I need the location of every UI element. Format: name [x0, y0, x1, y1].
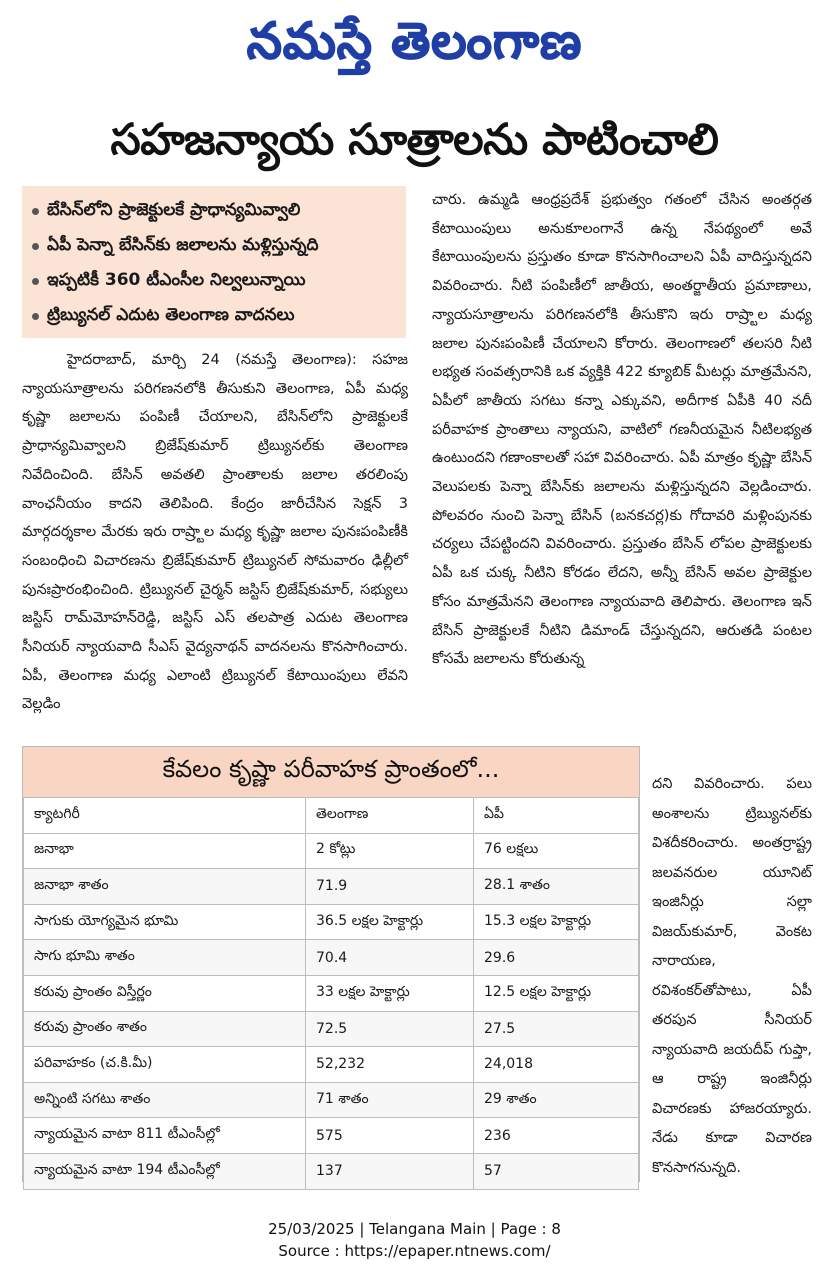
table-cell: 57 [474, 1153, 639, 1189]
highlight-item [32, 299, 402, 334]
table-row [24, 904, 639, 940]
highlight-item [32, 229, 402, 264]
table-row [24, 833, 639, 869]
footer-source: Source : https://epaper.ntnews.com/ [278, 1242, 551, 1260]
table-cell: 27.5 [474, 1011, 639, 1047]
footer-edition-info: 25/03/2025 | Telangana Main | Page : 8 [268, 1220, 561, 1238]
article-body-text: దని వివరించారు. పలు అంశాలను ట్రిబ్యునల్‌కు విశదీకరించారు. అంతర్రాష్ట్ర జలవనరుల యూనిట్ ఇంజినీర్లు సల్లా విజయ్‌కుమార్, వెంకట నారాయణ, రవిశంకర్‌తోపాటు, ఏపీ తరపున సీనియర్ న్యాయవాది జయదీప్ గుప్తా, ఆ రాష్ట్ర ఇంజినీర్లు విచారణకు హాజరయ్యారు. నేడు కూడా విచారణ కొనసాగనున్నది. [652, 776, 812, 1176]
masthead-title: నమస్తే తెలంగాణ [246, 11, 583, 70]
table-cell: 29.6 [474, 940, 639, 976]
table-cell: కరువు ప్రాంతం శాతం [24, 1011, 306, 1047]
table-cell: 71 శాతం [306, 1082, 474, 1118]
table-cell: 72.5 [306, 1011, 474, 1047]
bullet-icon [32, 243, 39, 250]
table-cell: 137 [306, 1153, 474, 1189]
highlight-text: ఏపీ పెన్నా బేసిన్‌కు జలాలను మళ్లిస్తున్నది [47, 234, 319, 255]
table-cell: 70.4 [306, 940, 474, 976]
table-row [24, 1011, 639, 1047]
table-cell: కరువు ప్రాంతం విస్తీర్ణం [24, 975, 306, 1011]
table-title: కేవలం కృష్ణా పరీవాహక ప్రాంతంలో... [23, 747, 639, 797]
article-headline: సహజన్యాయ సూత్రాలను పాటించాలి [110, 115, 719, 165]
page-footer [0, 1218, 829, 1262]
table-cell: 15.3 లక్షల హెక్టార్లు [474, 904, 639, 940]
table-cell: 24,018 [474, 1047, 639, 1083]
table-cell: 33 లక్షల హెక్టార్లు [306, 975, 474, 1011]
table-cell: న్యాయమైన వాటా 194 టీఎంసీల్లో [24, 1153, 306, 1189]
table-cell: అన్నింటి సగటు శాతం [24, 1082, 306, 1118]
table-cell: 575 [306, 1118, 474, 1154]
table-cell: న్యాయమైన వాటా 811 టీఎంసీల్లో [24, 1118, 306, 1154]
table-cell: పరివాహకం (చ.కి.మీ) [24, 1047, 306, 1083]
statistics-table [23, 797, 639, 1190]
statistics-table-box [22, 746, 640, 1182]
table-cell: 52,232 [306, 1047, 474, 1083]
table-header-row [24, 798, 639, 834]
article-body-text: చారు. ఉమ్మడి ఆంధ్రప్రదేశ్ ప్రభుత్వం గతంలో చేసిన అంతర్గత కేటాయింపులు అనుకూలంగానే ఉన్న నేపథ్యంలో అవే కేటాయింపులను ప్రస్తుతం కూడా కొనసాగించాలని ఏపీ వాదిస్తున్నదని వివరించారు. నీటి పంపిణీలో జాతీయ, అంతర్జాతీయ ప్రమాణాలు, న్యాయసూత్రాలను పరిగణనలోకి తీసుకొని ఇరు రాష్ర్టాల మధ్య జలాల పునఃపంపిణీ చేయాలని కోరారు. తెలంగాణలో తలసరి నీటి లభ్యత సంవత్సరానికి ఒక వ్యక్తికి 422 క్యూబిక్ మీటర్లు మాత్రమేనని, ఏపీలో జాతీయ సగటు కన్నా ఎక్కువని, అదీగాక ఏపీకి 40 నదీ పరీవాహక ప్రాంతాలు న్యాయని, వాటిలో గణనీయమైన నీటిలభ్యత ఉంటుందని గణాంకాలతో సహా వివరించారు. ఏపీ మాత్రం కృష్ణా బేసిన్ వెలుపలకు పెన్నా బేసిన్‌కు జలాలను మళ్లిస్తున్నదని వెల్లడించారు. పోలవరం నుంచి పెన్నా బేసిన్ (బనకచర్ల)కు గోదావరి మళ్లింపునకు చర్యలు చేపట్టిందని వివరించారు. ప్రస్తుతం బేసిన్ లోపల ప్రాజెక్టులకు ఏపీ ఒక చుక్క నీటిని కోరడం లేదని, అన్నీ బేసిన్ అవల ప్రాజెక్టుల కోసం మాత్రమేనని తెలంగాణ న్యాయవాది తెలిపారు. తెలంగాణ ఇన్ బేసిన్ ప్రాజెక్టులకే నీటిని డిమాండ్ చేస్తున్నదని, ఆరుతడి పంటల కోసమే జలాలను కోరుతున్న [432, 192, 812, 668]
table-row [24, 1082, 639, 1118]
table-cell: 2 కోట్లు [306, 833, 474, 869]
table-cell: జనాభా శాతం [24, 869, 306, 905]
table-cell: 36.5 లక్షల హెక్టార్లు [306, 904, 474, 940]
column-header: క్యాటగిరీ [24, 798, 306, 834]
table-row [24, 975, 639, 1011]
table-cell: 12.5 లక్షల హెక్టార్లు [474, 975, 639, 1011]
highlights-box [22, 186, 406, 338]
highlight-item [32, 264, 402, 299]
highlight-text: ఇప్పటికీ 360 టీఎంసీల నిల్వలున్నాయి [47, 269, 306, 290]
table-cell: 28.1 శాతం [474, 869, 639, 905]
table-row [24, 940, 639, 976]
table-row [24, 1118, 639, 1154]
newspaper-masthead [0, 4, 829, 78]
article-column-left [22, 346, 408, 719]
article-column-continuation [652, 770, 812, 1183]
bullet-icon [32, 278, 39, 285]
column-header: తెలంగాణ [306, 798, 474, 834]
table-row [24, 869, 639, 905]
article-body-text: హైదరాబాద్, మార్చి 24 (నమస్తే తెలంగాణ): సహజ న్యాయసూత్రాలను పరిగణనలోకి తీసుకుని తెలంగాణ, ఏపీ మధ్య కృష్ణా జలాలను పంపిణీ చేయాలని, బేసిన్‌లోని ప్రాజెక్టులకే ప్రాధాన్యమివ్వాలని బ్రిజేష్‌కుమార్ ట్రిబ్యునల్‌కు తెలంగాణ నివేదించింది. బేసిన్ అవతలి ప్రాంతాలకు జలాల తరలింపు వాంఛనీయం కాదని తెలిపింది. కేంద్రం జారీచేసిన సెక్షన్ 3 మార్గదర్శకాల మేరకు ఇరు రాష్ర్టాల మధ్య కృష్ణా జలాల పునఃపంపిణీకి సంబంధించి విచారణను బ్రిజేష్‌కుమార్ ట్రిబ్యునల్ సోమవారం ఢిల్లీలో పునఃప్రారంభించింది. ట్రిబ్యునల్ చైర్మన్ జస్టిస్ బ్రిజేష్‌కుమార్, సభ్యులు జస్టిస్ రామ్‌మోహన్‌రెడ్డి, జస్టిస్ ఎస్ తలపాత్ర ఎదుట తెలంగాణ సీనియర్ న్యాయవాది సీఎస్ వైద్యనాథన్ వాదనలను కొనసాగించారు. ఏపీ, తెలంగాణ మధ్య ఎలాంటి ట్రిబ్యునల్ కేటాయింపులు లేవని వెల్లడిం [22, 352, 408, 713]
highlight-item [32, 194, 402, 229]
table-cell: 76 లక్షలు [474, 833, 639, 869]
table-cell: సాగుకు యోగ్యమైన భూమి [24, 904, 306, 940]
bullet-icon [32, 313, 39, 320]
table-row [24, 1153, 639, 1189]
bullet-icon [32, 208, 39, 215]
table-row [24, 1047, 639, 1083]
table-cell: సాగు భూమి శాతం [24, 940, 306, 976]
table-cell: 29 శాతం [474, 1082, 639, 1118]
table-cell: జనాభా [24, 833, 306, 869]
highlight-text: ట్రిబ్యునల్ ఎదుట తెలంగాణ వాదనలు [47, 304, 295, 325]
table-cell: 236 [474, 1118, 639, 1154]
article-column-right [432, 186, 812, 674]
table-cell: 71.9 [306, 869, 474, 905]
column-header: ఏపీ [474, 798, 639, 834]
highlight-text: బేసిన్‌లోని ప్రాజెక్టులకే ప్రాధాన్యమివ్వాలి [47, 199, 301, 220]
